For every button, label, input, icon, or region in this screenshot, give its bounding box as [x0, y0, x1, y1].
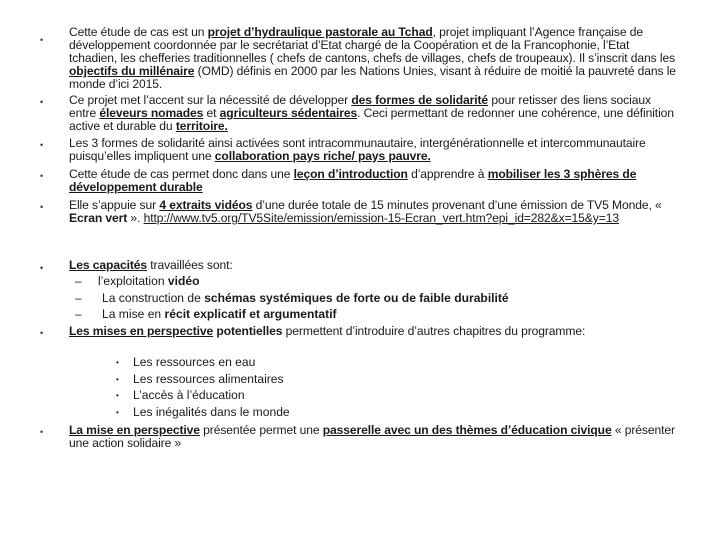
highlight-collaboration: collaboration pays riche/ pays pauvre.: [214, 149, 431, 163]
text: et: [203, 106, 220, 120]
text: . Ceci permettant de redonner une cohérence, une définition active et durable du: [69, 106, 674, 133]
dash-1: –: [75, 274, 82, 288]
text: La mise en: [102, 307, 165, 321]
text: présentée permet une: [199, 423, 323, 437]
bullet-8: •: [40, 427, 44, 437]
text: Cette étude de cas est un: [69, 25, 208, 39]
sub-item-schemas: [102, 292, 509, 305]
highlight-eleveurs: éleveurs nomades: [99, 106, 204, 120]
paragraph-perspectives: [69, 325, 677, 338]
subsub-item-inegalites: Les inégalités dans le monde: [133, 405, 290, 419]
bullet-4: •: [40, 171, 44, 181]
subsub-bullet-4: •: [116, 408, 119, 417]
text: l’exploitation: [98, 274, 168, 288]
highlight-extraits: 4 extraits vidéos: [159, 198, 253, 212]
highlight-mise-en-perspective: La mise en perspective: [69, 423, 200, 437]
bullet-3: •: [40, 140, 44, 150]
highlight-mobiliser: mobiliser les 3 sphères de développement durable: [69, 167, 637, 194]
paragraph-passerelle: [69, 424, 677, 450]
dash-3: –: [75, 307, 82, 321]
highlight-mises-en-perspective: Les mises en perspective: [69, 324, 214, 338]
text: travaillées sont:: [147, 258, 233, 272]
highlight-passerelle: passerelle avec un des thèmes d’éducation civique: [322, 423, 612, 437]
sub-item-recit: [102, 308, 337, 321]
text: La construction de: [102, 291, 205, 305]
paragraph-videos: [69, 199, 677, 225]
highlight-agriculteurs: agriculteurs sédentaires: [219, 106, 358, 120]
text: Elle s’appuie sur: [69, 198, 160, 212]
paragraph-projet: [69, 26, 677, 91]
subsub-bullet-2: •: [116, 375, 119, 384]
subsub-bullet-3: •: [116, 391, 119, 400]
text: Les 3 formes de solidarité ainsi activées sont intracommunautaire, intergénérationnelle et intercommunautaire puisqu’elles impliquent une: [69, 136, 646, 163]
dash-2: –: [75, 291, 82, 305]
paragraph-capacites: [69, 259, 677, 272]
bullet-7: •: [40, 328, 44, 338]
bullet-2: •: [40, 97, 44, 107]
tv5-link[interactable]: http://www.tv5.org/TV5Site/emission/emission-15-Ecran_vert.htm?epi_id=282&x=15&y=13: [143, 211, 619, 225]
highlight-omd: objectifs du millénaire: [69, 64, 195, 78]
text: d’apprendre à: [407, 167, 488, 181]
text: d’une durée totale de 15 minutes provenant d’une émission de TV5 Monde, «: [252, 198, 662, 212]
text: Ce projet met l’accent sur la nécessité de développer: [69, 93, 352, 107]
sub-item-video: [98, 275, 200, 288]
highlight-lecon: leçon d’introduction: [293, 167, 408, 181]
paragraph-formes: [69, 137, 677, 163]
highlight-potentielles: potentielles: [213, 324, 283, 338]
highlight-formes-solidarite: des formes de solidarité: [351, 93, 489, 107]
highlight-schemas: schémas systémiques de forte ou de faible durabilité: [204, 291, 509, 305]
subsub-item-education: L’accès à l’éducation: [133, 388, 245, 402]
text: (OMD) définis en 2000 par les Nations Unies, visant à réduire de moitié la pauvreté dans le monde d’ici 2015.: [69, 64, 676, 91]
highlight-recit: récit explicatif et argumentatif: [164, 307, 337, 321]
text: permettent d’introduire d’autres chapitres du programme:: [282, 324, 586, 338]
subsub-bullet-1: •: [116, 358, 119, 367]
subsub-item-alimentaires: Les ressources alimentaires: [133, 372, 284, 386]
paragraph-lecon: [69, 168, 677, 194]
highlight-video: vidéo: [167, 274, 200, 288]
text: , projet impliquant l’Agence française de développement coordonnée par le secrétariat d’Etat chargé de la Coopération et de la Francophonie, l’Etat tchadien, les chefferies traditionnelles ( chefs de cantons, chefs de villages, chefs de troupeaux). Il s’inscrit dans les: [69, 25, 676, 65]
text: ».: [127, 211, 144, 225]
bullet-1: •: [40, 35, 44, 45]
text: Cette étude de cas permet donc dans une: [69, 167, 294, 181]
subsub-item-eau: Les ressources en eau: [133, 355, 256, 369]
paragraph-solidarite: [69, 94, 677, 133]
highlight-ecran-vert: Ecran vert: [69, 211, 128, 225]
bullet-6: •: [40, 263, 44, 273]
bullet-5: •: [40, 202, 44, 212]
highlight-capacites: Les capacités: [69, 258, 148, 272]
text: « présenter une action solidaire »: [69, 423, 675, 450]
text: pour retisser des liens sociaux entre: [69, 93, 651, 120]
highlight-territoire: territoire.: [175, 119, 228, 133]
highlight-projet: projet d’hydraulique pastorale au Tchad: [207, 25, 433, 39]
